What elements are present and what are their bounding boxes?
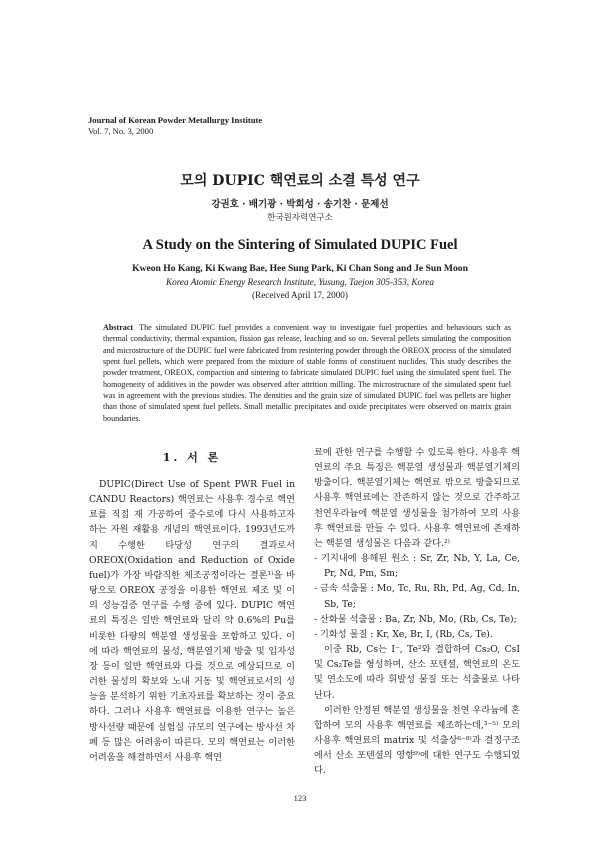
korean-title: 모의 DUPIC 핵연료의 소결 특성 연구 xyxy=(180,173,420,189)
journal-volume: Vol. 7, No. 3, 2000 xyxy=(88,126,154,136)
journal-header xyxy=(88,115,262,137)
english-title: A Study on the Sintering of Simulated DUPIC Fuel xyxy=(142,237,458,253)
list-item: - 기화성 물질 : Kr, Xe, Br, I, (Rb, Cs, Te). xyxy=(314,628,493,640)
intro-paragraph-1: DUPIC(Direct Use of Spent PWR Fuel in CANDU Reactors) 핵연료는 사용후 경수로 핵연료를 직접 재 가공하여 중수로에 다시 사용하고자 하는 자원 재활용 개념의 핵연료이다. 1993년도까지 수행한 타당성 연구의 결과로서 OREOX(Oxidation and Reduction of Oxide fuel)가 가장 바람직한 제조공정이라는 결론¹⁾을 바탕으로 OREOX 공정을 이용한 핵연료 제조 및 이의 성능검증 연구를 수행 중에 있다. DUPIC 핵연료의 특징은 일반 핵연료와 달리 약 0.6%의 Pu를 비롯한 다량의 핵분열 생성물을 포함하고 있다. 이에 따라 핵연료의 물성, 핵분열기체 방출 및 입자성장 등이 일반 핵연료와 다를 것으로 예상되므로 이러한 물성의 확보와 노내 거동 및 핵연료로서의 성능을 분석하기 위한 기초자료를 확보하는 것이 중요하다. 그러나 사용후 핵연료를 이용한 연구는 높은 방사선량 때문에 실험실 규모의 연구에는 방사선 차폐 등 많은 어려움이 따른다. 모의 핵연료는 이러한 어려움을 해결하면서 사용후 핵연 xyxy=(89,479,295,763)
list-item: - 금속 석출물 : Mo, Tc, Ru, Rh, Pd, Ag, Cd, In, Sb, Te; xyxy=(314,583,520,610)
received-date: (Received April 17, 2000) xyxy=(252,290,348,300)
english-authors: Kweon Ho Kang, Ki Kwang Bae, Hee Sung Park, Ki Chan Song and Je Sun Moon xyxy=(132,263,468,274)
korean-authors: 강권호 · 배기광 · 박희성 · 송기찬 · 문제선 xyxy=(211,199,389,210)
page-number: 123 xyxy=(293,793,307,803)
abstract xyxy=(103,322,511,424)
list-item: - 산화물 석출물 : Ba, Zr, Nb, Mo, (Rb, Cs, Te); xyxy=(314,613,517,625)
abstract-label: Abstract xyxy=(103,323,134,332)
intro-paragraph-2: 료에 관한 연구를 수행할 수 있도록 한다. 사용후 핵연료의 주요 특징은 핵분열 생성물과 핵분열기체의 방출이다. 핵분열기체는 핵연료 밖으로 방출되므로 사용후 핵연료에는 잔존하지 않는 것으로 간주하고 천연우라늄에 핵분열 생성물을 첨가하여 모의 사용후 핵연료를 만들 수 있다. 사용후 핵연료에 존재하는 핵분열 생성물은 다음과 같다.²⁾ xyxy=(314,447,520,549)
intro-paragraph-4: 이러한 안정된 핵분열 생성물을 천연 우라늄에 혼합하여 모의 사용후 핵연료를 제조하는데,³⁻⁵⁾ 모의 사용후 핵연료의 matrix 및 석출상⁶⁻⁸⁾과 결정구조에서 산소 포텐셜의 영향⁹⁾에 대한 연구도 수행되었다. xyxy=(314,704,520,777)
intro-paragraph-3: 이중 Rb, Cs는 I⁻, Te²와 결합하여 Cs₂O, CsI 및 Cs₂Te를 형성하며, 산소 포텐셜, 핵연료의 온도 및 연소도에 따라 휘발성 물질 또는 석출물로 나타난다. xyxy=(314,644,520,701)
english-affiliation: Korea Atomic Energy Research Institute, Yusung, Taejon 305-353, Korea xyxy=(165,277,435,287)
list-item: - 기지내에 용해된 원소 : Sr, Zr, Nb, Y, La, Ce, Pr, Nd, Pm, Sm; xyxy=(314,553,520,580)
abstract-text: The simulated DUPIC fuel provides a convenient way to investigate fuel properties and behaviours such as thermal conductivity, thermal expansion, fission gas release, leaching and so on. Several pellets simulating the composition and microstructure of the DUPIC fuel were fabricated from resintering powder through the OREOX process of the simulated spent fuel pellets, which were prepared from the mixture of stable forms of constituent nuclides. This study describes the powder treatment, OREOX, compaction and sintering to fabricate simulated DUPIC fuel using the simulated spent fuel. The homogeneity of additives in the powder was observed after attrition milling. The microstructure of the simulated spent fuel was in agreement with the previous studies. The densities and the grain size of simulated DUPIC fuel was pellets are higher than those of simulated spent fuel pellets. Small metallic precipitates and oxide precipitates were observed on matrix grain boundaries. xyxy=(103,323,511,423)
journal-name: Journal of Korean Powder Metallurgy Institute xyxy=(88,115,263,125)
section-heading: 1. 서 론 xyxy=(162,451,222,464)
left-column xyxy=(89,450,295,765)
right-column xyxy=(314,445,520,778)
korean-affiliation: 한국원자력연구소 xyxy=(267,213,333,223)
